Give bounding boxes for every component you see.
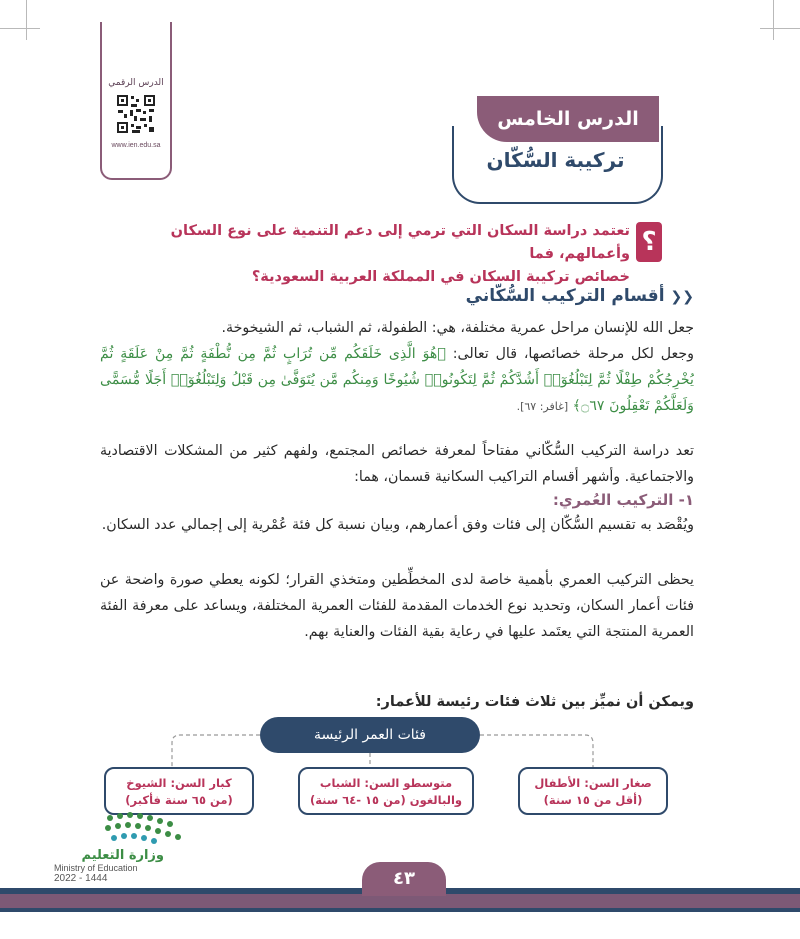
paragraph-6: ويمكن أن نميِّز بين ثلاث فئات رئيسة للأعمار: <box>375 694 694 710</box>
double-chevron-icon: ❮❮ <box>670 289 694 305</box>
footer-stripe <box>0 894 800 908</box>
age-group-range: (من ٦٥ سنة فأكبر) <box>125 793 233 807</box>
sub-heading-age-structure: ١- التركيب العُمري: <box>552 491 694 509</box>
quran-verse: ﴿هُوَ الَّذِى خَلَقَكُم مِّن تُرَابٍ ثُمَّ مِن نُّطْفَةٍ ثُمَّ مِنْ عَلَقَةٍ ثُمَّ يُخْرِجُكُمْ طِفْلًا ثُمَّ لِتَبْلُغُوٓا۟ أَشُدَّكُمْ ثُمَّ لِتَكُونُوا۟ شُيُوخًا وَمِنكُم مَّن يُتَوَفَّىٰ مِن قَبْلُ وَلِتَبْلُغُوٓا۟ أَجَلًا مُّسَمًّى وَلَعَلَّكُمْ تَعْقِلُونَ ۝٦٧﴾ <box>100 346 694 414</box>
paragraph-4: ويُقْصَد به تقسيم السُّكّان إلى فئات وفق أعمارهم، وبيان نسبة كل فئة عُمْرية إلى إجمالي عدد السكان. <box>101 517 694 533</box>
lesson-title: تركيبة السُّكّان <box>486 148 625 172</box>
lesson-number-badge: الدرس الخامس <box>477 96 659 142</box>
digital-lesson-label: الدرس الرقمي <box>108 78 164 88</box>
age-group-range: (أقل من ١٥ سنة) <box>543 793 643 807</box>
intro-line: خصائص تركيبة السكان في المملكة العربية السعودية؟ <box>251 269 630 285</box>
question-mark-icon: ؟ <box>636 222 662 262</box>
ministry-logo <box>54 848 164 884</box>
edition-year: 2022 - 1444 <box>54 873 108 884</box>
age-group-label: صغار السن: الأطفال <box>534 776 652 790</box>
age-group-adults <box>298 767 474 815</box>
ministry-name-ar: وزارة التعليم <box>81 848 164 863</box>
digital-lesson-url[interactable]: www.ien.edu.sa <box>111 142 161 149</box>
paragraph-1: جعل الله للإنسان مراحل عمرية مختلفة، هي: الطفولة، ثم الشباب، ثم الشيخوخة. <box>221 320 694 336</box>
paragraph-3: تعد دراسة التركيب السُّكّاني مفتاحاً لمعرفة خصائص المجتمع، ولفهم كثير من المشكلات الاقتصادية والاجتماعية. وأشهر أقسام التراكيب السكانية قسمان، هما: <box>100 443 694 485</box>
page-number: ٤٣ <box>362 862 446 896</box>
age-group-children <box>518 767 668 815</box>
age-group-range: والبالغون (من ١٥ -٦٤ سنة) <box>309 793 463 807</box>
paragraph-2-lead: وجعل لكل مرحلة خصائصها، قال تعالى: <box>445 346 694 362</box>
intro-line: تعتمد دراسة السكان التي ترمي إلى دعم التنمية على نوع السكان وأعمالهم، فما <box>170 223 630 262</box>
verse-citation: [غافر: ٦٧]. <box>516 400 569 413</box>
age-group-elderly <box>104 767 254 815</box>
paragraph-5: يحظى التركيب العمري بأهمية خاصة لدى المخطِّطين ومتخذي القرار؛ لكونه يعطي صورة واضحة عن فئات أعمار السكان، وتحديد نوع الخدمات المقدمة للفئات العمرية المختلفة، ويساعد على معرفة الفئة العمرية المنتجة التي يعتَمد عليها في رعاية بقية الفئات والعناية بهم. <box>100 572 694 640</box>
ministry-logo-dots-icon <box>100 810 190 846</box>
section-heading-text: أقسام التركيب السُّكّاني <box>465 286 665 306</box>
ministry-name-en: Ministry of Education <box>54 863 138 873</box>
age-groups-title: فئات العمر الرئيسة <box>260 717 480 753</box>
age-group-label: متوسطو السن: الشباب <box>319 776 453 790</box>
age-group-label: كبار السن: الشيوخ <box>126 776 232 790</box>
